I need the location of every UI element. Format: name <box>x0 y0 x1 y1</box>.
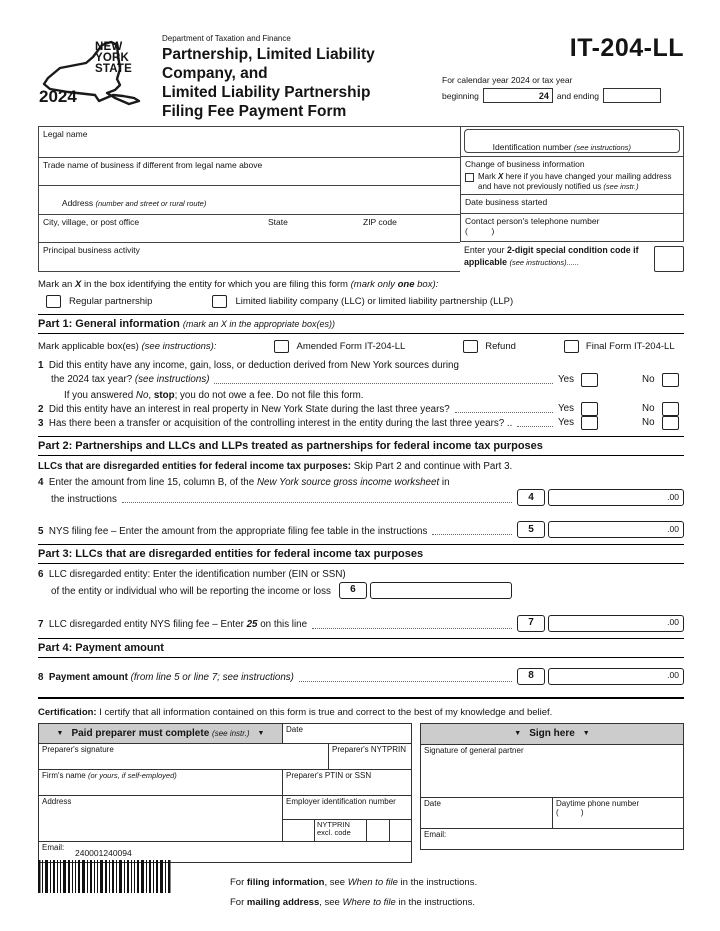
sign-here-header: ▼ Sign here ▼ <box>421 724 683 744</box>
entity-info-table <box>38 126 684 272</box>
line5-amount-field[interactable]: .00 <box>548 521 684 538</box>
line4-row <box>38 489 684 506</box>
line4-amount-field[interactable]: .00 <box>548 489 684 506</box>
part1-mark-boxes-row <box>38 340 684 353</box>
dotted-leader <box>455 412 553 413</box>
line5-text: 5 NYS filing fee – Enter the amount from the appropriate filing fee table in the instructions <box>38 525 428 537</box>
footer-instructions <box>230 877 684 908</box>
q3-yes-label: Yes <box>558 417 574 429</box>
beginning-label: beginning <box>442 90 479 101</box>
amended-form-label: Amended Form IT-204-LL <box>296 341 406 352</box>
line7-row <box>38 615 684 632</box>
mailing-address-note: For mailing address, see Where to file in the instructions. <box>230 896 476 908</box>
part4-title: Part 4: Payment amount <box>38 641 164 654</box>
dotted-leader <box>214 383 553 384</box>
employer-id-field[interactable]: Employer identification number <box>283 796 411 820</box>
dotted-leader <box>312 628 512 629</box>
question3-text: 3 Has there been a transfer or acquisition of the controlling interest in the entity during the last three years? .. <box>38 417 513 429</box>
part2-note: LLCs that are disregarded entities for federal income tax purposes: Skip Part 2 and continue with Part 3. <box>38 461 513 472</box>
special-condition-label: Enter your 2-digit special condition code if applicable (see instructions)...... <box>464 245 641 267</box>
llc-llp-label: Limited liability company (LLC) or limited liability partnership (LLP) <box>235 296 514 307</box>
form-title-line1: Partnership, Limited Liability Company, and <box>162 46 375 82</box>
q2-no-label: No <box>642 403 655 415</box>
address-label: Address <box>61 198 96 208</box>
change-of-business-label: Change of business information <box>465 159 585 169</box>
preparer-signature-field[interactable]: Preparer's signature <box>39 744 329 769</box>
q2-yes-label: Yes <box>558 403 574 415</box>
sign-email-field[interactable]: Email: <box>424 829 447 839</box>
line7-number-box: 7 <box>517 615 545 632</box>
zip-field[interactable]: ZIP code <box>363 217 397 227</box>
paid-preparer-table <box>38 723 412 863</box>
daytime-phone-field[interactable] <box>553 798 683 828</box>
line8-number-box: 8 <box>517 668 545 685</box>
question3-row <box>38 416 684 430</box>
final-form-checkbox[interactable] <box>564 340 579 353</box>
daytime-phone-area: ( ) <box>556 807 584 817</box>
down-arrow-icon: ▼ <box>514 730 522 737</box>
divider <box>38 563 684 564</box>
special-condition-code-field[interactable] <box>654 246 684 272</box>
nytprin-excl-code-field-1[interactable] <box>367 820 390 841</box>
firm-name-field[interactable]: Firm's name (or yours, if self-employed) <box>39 770 283 795</box>
question2-row <box>38 402 684 416</box>
line6-number-box: 6 <box>339 582 367 599</box>
logo-year: 2024 <box>39 87 77 106</box>
q1-no-checkbox[interactable] <box>662 373 679 387</box>
line7-text: 7 LLC disregarded entity NYS filing fee – Enter 25 on this line <box>38 619 308 630</box>
nytprin-excl-label: NYTPRIN excl. code <box>315 820 367 841</box>
q1-no-label: No <box>642 373 655 385</box>
date-business-started-label: Date business started <box>465 197 548 207</box>
part1-title: Part 1: General information (mark an X in the appropriate box(es)) <box>38 318 335 330</box>
regular-partnership-checkbox[interactable] <box>46 295 61 308</box>
barcode-icon <box>38 860 174 893</box>
trade-name-label: Trade name of business if different from legal name above <box>43 160 263 170</box>
preparer-nytprin-field[interactable]: Preparer's NYTPRIN <box>332 744 406 754</box>
dotted-leader <box>122 502 512 503</box>
q1-yes-checkbox[interactable] <box>581 373 598 387</box>
contact-phone-label: Contact person's telephone number <box>465 216 600 226</box>
legal-name-label: Legal name <box>43 129 88 139</box>
principal-activity-label: Principal business activity <box>43 245 140 255</box>
daytime-phone-label: Daytime phone number <box>556 798 640 808</box>
preparer-date-field[interactable]: Date <box>286 724 303 734</box>
id-number-hint: (see instructions) <box>573 143 632 152</box>
principal-activity-field[interactable] <box>39 243 460 270</box>
form-title-line2: Limited Liability Partnership <box>162 84 371 101</box>
legal-name-field[interactable] <box>39 127 460 158</box>
q1-yes-label: Yes <box>558 373 574 385</box>
preparer-ptin-field[interactable]: Preparer's PTIN or SSN <box>286 770 372 780</box>
line4-number-box: 4 <box>517 489 545 506</box>
line6-row <box>38 582 684 599</box>
date-business-started-field[interactable] <box>460 195 684 214</box>
question1-line2-text: the 2024 tax year? (see instructions) <box>51 374 210 385</box>
line8-amount-field[interactable]: .00 <box>548 668 684 685</box>
line6-text1: 6 LLC disregarded entity: Enter the identification number (EIN or SSN) <box>38 569 346 580</box>
line6-ein-ssn-field[interactable] <box>370 582 512 599</box>
spacer <box>283 820 315 841</box>
part2-title: Part 2: Partnerships and LLCs and LLPs treated as partnerships for federal income tax purposes <box>38 440 543 452</box>
city-state-zip-row <box>39 215 460 243</box>
down-arrow-icon: ▼ <box>582 730 590 737</box>
line5-number-box: 5 <box>517 521 545 538</box>
change-address-checkbox[interactable] <box>465 173 474 182</box>
preparer-header: ▼ Paid preparer must complete (see instr.) ▼ <box>39 724 283 743</box>
line8-row <box>38 668 684 685</box>
down-arrow-icon: ▼ <box>257 729 265 737</box>
change-address-text: Mark X here if you have changed your mailing address and have not previously notified us (see instr.) <box>478 172 674 191</box>
department-name: Department of Taxation and Finance <box>162 34 291 43</box>
down-arrow-icon: ▼ <box>56 729 64 737</box>
preparer-email-field[interactable]: Email: <box>42 842 65 852</box>
line8-text: 8 Payment amount (from line 5 or line 7; see instructions) <box>38 672 294 683</box>
tax-year-ending-field[interactable] <box>603 88 661 103</box>
identification-number-field[interactable] <box>464 129 680 153</box>
final-form-label: Final Form IT-204-LL <box>585 341 675 352</box>
llc-llp-checkbox[interactable] <box>212 295 227 308</box>
line5-row <box>38 521 684 538</box>
identification-number-cell <box>460 126 684 157</box>
regular-partnership-label: Regular partnership <box>69 296 153 307</box>
logo-state-text: NEW YORK STATE <box>95 41 132 75</box>
dotted-leader <box>432 534 512 535</box>
line4-text2: the instructions <box>51 493 117 505</box>
nytprin-excl-code-field-2[interactable] <box>390 820 412 841</box>
contact-phone-field[interactable] <box>460 214 684 242</box>
refund-checkbox[interactable] <box>463 340 478 353</box>
signature-section <box>38 723 684 863</box>
entity-type-instruction: Mark an X in the box identifying the entity for which you are filing this form (mark only one box): <box>38 279 439 290</box>
question2-text: 2 Did this entity have an interest in real property in New York State during the last three years? <box>38 403 450 415</box>
tax-year-beginning-field[interactable]: 24 <box>483 88 553 103</box>
dotted-leader <box>517 426 553 427</box>
ending-label: and ending <box>556 90 599 101</box>
divider <box>38 657 684 658</box>
question1-note: If you answered No, stop; you do not owe a fee. Do not file this form. <box>64 389 364 401</box>
address-hint: (number and street or rural route) <box>95 199 207 208</box>
refund-label: Refund <box>485 341 516 352</box>
general-partner-signature-field[interactable]: Signature of general partner <box>424 745 524 755</box>
line7-amount-field[interactable]: .00 <box>548 615 684 632</box>
nys-logo <box>38 34 156 118</box>
barcode-block <box>38 848 174 898</box>
q3-no-checkbox[interactable] <box>662 416 679 430</box>
contact-phone-area: ( ) <box>465 226 495 236</box>
q2-no-checkbox[interactable] <box>662 402 679 416</box>
q2-yes-checkbox[interactable] <box>581 402 598 416</box>
question1-line1: 1 Did this entity have any income, gain, loss, or deduction derived from New York sources during <box>38 360 459 371</box>
divider <box>38 333 684 334</box>
amended-form-checkbox[interactable] <box>274 340 289 353</box>
certification-statement: Certification: I certify that all information contained on this form is true and correct to the best of my knowledge and belief. <box>38 706 553 718</box>
barcode-number: 240001240094 <box>75 848 132 858</box>
dotted-leader <box>299 681 512 682</box>
city-field[interactable]: City, village, or post office <box>43 217 140 227</box>
trade-name-field[interactable] <box>39 158 460 186</box>
calendar-year-note: For calendar year 2024 or tax year <box>442 75 573 85</box>
mark-boxes-label: Mark applicable box(es) (see instructions): <box>38 341 217 352</box>
address-field[interactable] <box>39 186 460 215</box>
part3-title: Part 3: LLCs that are disregarded entities for federal income tax purposes <box>38 548 424 560</box>
id-number-label: Identification number <box>492 142 574 152</box>
preparer-address-field[interactable]: Address <box>39 796 283 841</box>
sign-here-table <box>420 723 684 850</box>
line6-text2: of the entity or individual who will be reporting the income or loss <box>51 586 331 597</box>
special-condition-row <box>460 242 684 272</box>
form-header <box>38 34 684 126</box>
entity-type-options <box>38 295 684 308</box>
q3-yes-checkbox[interactable] <box>581 416 598 430</box>
state-field[interactable]: State <box>268 217 288 227</box>
change-of-business-cell <box>460 157 684 195</box>
question1-line2 <box>38 373 684 387</box>
q3-no-label: No <box>642 417 655 429</box>
divider <box>38 697 684 699</box>
line4-text1: 4 Enter the amount from line 15, column B, of the New York source gross income worksheet in <box>38 476 450 488</box>
form-number: IT-204-LL <box>569 34 684 62</box>
form-title-line3: Filing Fee Payment Form <box>162 103 347 120</box>
divider <box>38 455 684 456</box>
sign-date-field[interactable]: Date <box>421 798 553 828</box>
filing-information-note: For filing information, see When to file in the instructions. <box>230 876 478 888</box>
